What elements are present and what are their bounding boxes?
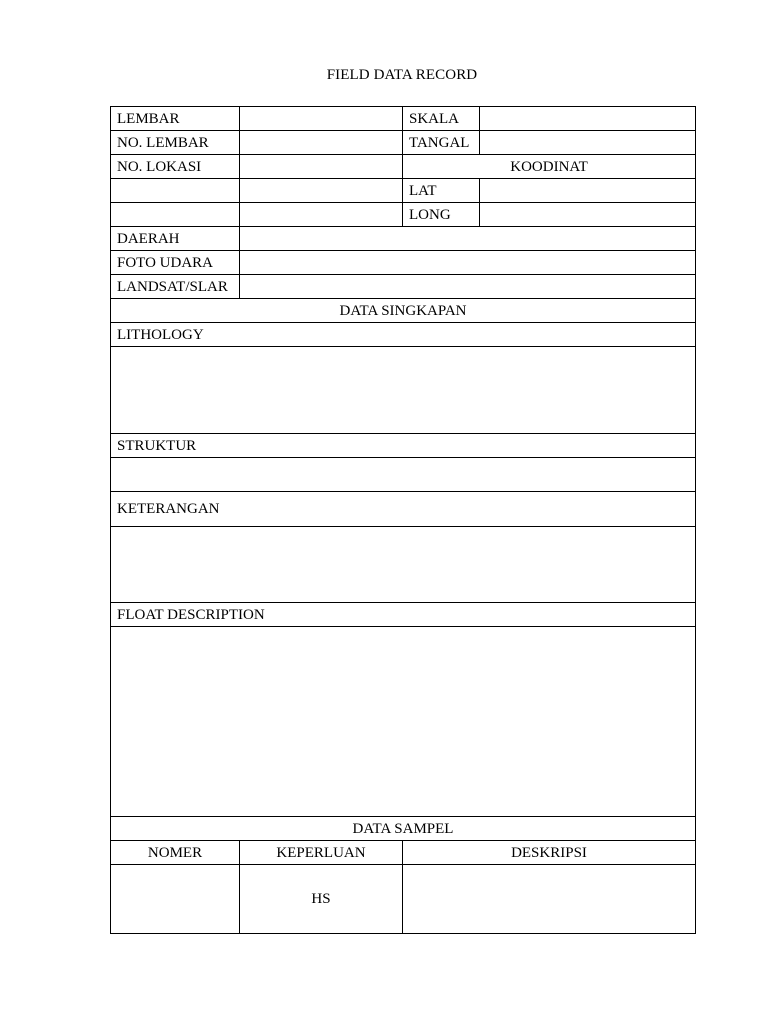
row-lithology	[111, 323, 696, 347]
sample-row	[111, 865, 696, 934]
row-no-lokasi	[111, 155, 696, 179]
form-title: FIELD DATA RECORD	[326, 67, 478, 83]
label-landsat-slar: LANDSAT/SLAR	[111, 275, 240, 299]
field-long[interactable]	[480, 203, 696, 227]
row-lithology-area	[111, 347, 696, 434]
row-float-description	[111, 603, 696, 627]
label-tangal: TANGAL	[403, 131, 480, 155]
row-struktur	[111, 434, 696, 458]
row-keterangan	[111, 492, 696, 527]
float-description-field[interactable]	[111, 627, 696, 817]
label-long: LONG	[403, 203, 480, 227]
field-lembar[interactable]	[240, 107, 403, 131]
row-data-singkapan	[111, 299, 696, 323]
section-float-description: FLOAT DESCRIPTION	[111, 603, 696, 627]
field-data-record-form	[110, 106, 696, 934]
row-data-sampel	[111, 817, 696, 841]
field-landsat-slar[interactable]	[240, 275, 696, 299]
field-daerah[interactable]	[240, 227, 696, 251]
row-foto-udara	[111, 251, 696, 275]
header-deskripsi: DESKRIPSI	[403, 841, 696, 865]
field-no-lembar[interactable]	[240, 131, 403, 155]
row-daerah	[111, 227, 696, 251]
sample-deskripsi[interactable]	[403, 865, 696, 934]
row-struktur-area	[111, 458, 696, 492]
label-foto-udara: FOTO UDARA	[111, 251, 240, 275]
sample-nomer[interactable]	[111, 865, 240, 934]
section-data-sampel: DATA SAMPEL	[111, 817, 696, 841]
field-blank-2a[interactable]	[111, 203, 240, 227]
field-blank-1a[interactable]	[111, 179, 240, 203]
lithology-field[interactable]	[111, 347, 696, 434]
header-nomer: NOMER	[111, 841, 240, 865]
label-no-lokasi: NO. LOKASI	[111, 155, 240, 179]
section-struktur: STRUKTUR	[111, 434, 696, 458]
field-blank-2b[interactable]	[240, 203, 403, 227]
field-tangal[interactable]	[480, 131, 696, 155]
label-lembar: LEMBAR	[111, 107, 240, 131]
keterangan-field[interactable]	[111, 527, 696, 603]
label-daerah: DAERAH	[111, 227, 240, 251]
label-koodinat: KOODINAT	[403, 155, 696, 179]
struktur-field[interactable]	[111, 458, 696, 492]
row-float-area	[111, 627, 696, 817]
section-lithology: LITHOLOGY	[111, 323, 696, 347]
label-no-lembar: NO. LEMBAR	[111, 131, 240, 155]
row-lembar	[111, 107, 696, 131]
field-skala[interactable]	[480, 107, 696, 131]
row-landsat-slar	[111, 275, 696, 299]
header-keperluan: KEPERLUAN	[240, 841, 403, 865]
sample-keperluan[interactable]: HS	[240, 865, 403, 934]
section-keterangan: KETERANGAN	[111, 492, 696, 527]
row-lat	[111, 179, 696, 203]
row-keterangan-area	[111, 527, 696, 603]
label-skala: SKALA	[403, 107, 480, 131]
field-lat[interactable]	[480, 179, 696, 203]
sample-header-row	[111, 841, 696, 865]
row-no-lembar	[111, 131, 696, 155]
row-long	[111, 203, 696, 227]
label-lat: LAT	[403, 179, 480, 203]
field-blank-1b[interactable]	[240, 179, 403, 203]
section-data-singkapan: DATA SINGKAPAN	[111, 299, 696, 323]
field-no-lokasi[interactable]	[240, 155, 403, 179]
field-foto-udara[interactable]	[240, 251, 696, 275]
